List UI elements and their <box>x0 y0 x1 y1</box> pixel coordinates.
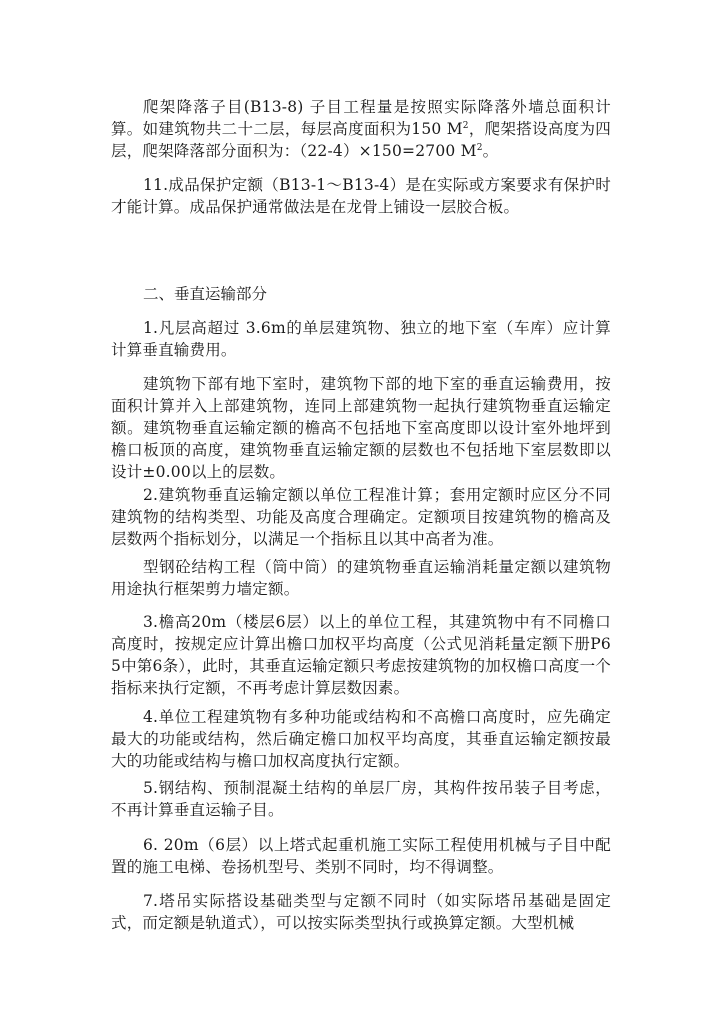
paragraph-item-2: 2.建筑物垂直运输定额以单位工程准计算；套用定额时应区分不同建筑物的结构类型、功能及高度合理确定。定额项目按建筑物的檐高及层数两个指标划分，以满足一个指标且以其中高者为准。 <box>111 486 611 548</box>
superscript: 2 <box>462 120 469 131</box>
paragraph-item-7: 7.塔吊实际搭设基础类型与定额不同时（如实际塔吊基础是固定式，而定额是轨道式），可以按实际类型执行或换算定额。大型机械 <box>111 892 611 932</box>
paragraph-basement: 建筑物下部有地下室时，建筑物下部的地下室的垂直运输费用，按面积计算并入上部建筑物，连同上部建筑物一起执行建筑物垂直运输定额。建筑物垂直运输定额的檐高不包括地下室高度即以设计室外地坪到檐口板顶的高度，建筑物垂直运输定额的层数也不包括地下室层数即以设计±0.00以上的层数。 <box>111 375 611 481</box>
text-run: 。 <box>482 142 499 160</box>
superscript: 2 <box>476 142 483 153</box>
paragraph-item-11: 11.成品保护定额（B13-1～B13-4）是在实际或方案要求有保护时才能计算。成品保护通常做法是在龙骨上铺设一层胶合板。 <box>111 176 611 216</box>
text-run: 爬架降落子目(B13-8) 子目工程量是按照实际降落外墙总面积计算。如建筑物共二十二层，每层高度面积为150 M <box>111 98 611 138</box>
section-heading: 二、垂直运输部分 <box>143 285 268 303</box>
paragraph-climbing-frame <box>111 96 611 162</box>
text-run: ，爬架搭设高度为四层，爬架降落部分面积为：（22-4）×150=2700 M <box>111 120 611 160</box>
paragraph-item-4: 4.单位工程建筑物有多种功能或结构和不高檐口高度时，应先确定最大的功能或结构，然后确定檐口加权平均高度，其垂直运输定额按最大的功能或结构与檐口加权高度执行定额。 <box>111 708 611 770</box>
paragraph-item-1: 1.凡层高超过 3.6m的单层建筑物、独立的地下室（车库）应计算计算垂直输费用。 <box>111 319 611 359</box>
paragraph-item-6: 6. 20m（6层）以上塔式起重机施工实际工程使用机械与子目中配置的施工电梯、卷扬机型号、类别不同时，均不得调整。 <box>111 836 611 876</box>
paragraph-item-3: 3.檐高20m（楼层6层）以上的单位工程，其建筑物中有不同檐口高度时，按规定应计算出檐口加权平均高度（公式见消耗量定额下册P65中第6条），此时，其垂直运输定额只考虑按建筑物的加权檐口高度一个指标来执行定额，不再考虑计算层数因素。 <box>111 613 611 697</box>
paragraph-item-5: 5.钢结构、预制混凝土结构的单层厂房，其构件按吊装子目考虑，不再计算垂直运输子目。 <box>111 779 611 819</box>
paragraph-steel-concrete: 型钢砼结构工程（筒中筒）的建筑物垂直运输消耗量定额以建筑物用途执行框架剪力墙定额。 <box>111 558 611 598</box>
